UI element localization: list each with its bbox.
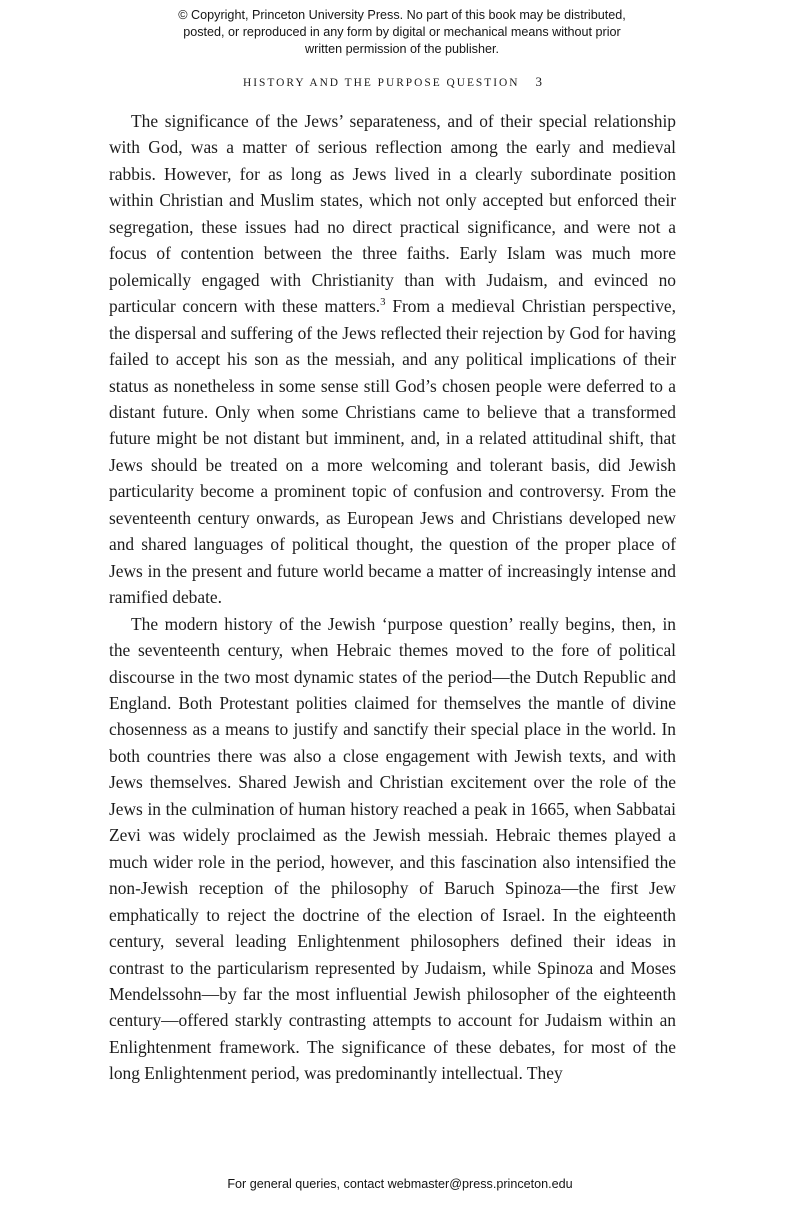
footnote-reference-3[interactable]: 3 bbox=[380, 296, 386, 309]
paragraph-1-text-a: The significance of the Jews’ separateness, and of their special relationship with God, was a matter of serious reflection among the early and medieval rabbis. However, for as long as Jews lived in a clearly subordinate position within Christian and Muslim states, which not only accepted but enforced their segregation, these issues had no direct practical significance, and were not a focus of contention between the three faiths. Early Islam was much more polemically engaged with Christianity than with Judaism, and evinced no particular concern with these matters. bbox=[109, 111, 676, 317]
paragraph-1 bbox=[109, 108, 676, 611]
paragraph-2-text: The modern history of the Jewish ‘purpose question’ really begins, then, in the seventeenth century, when Hebraic themes moved to the fore of political discourse in the two most dynamic states of the period—the Dutch Republic and England. Both Protestant polities claimed for themselves the mantle of divine chosenness as a means to justify and sanctify their special place in the world. In both countries there was also a close engagement with Jewish texts, and with Jews themselves. Shared Jewish and Christian excitement over the role of the Jews in the culmination of human history reached a peak in 1665, when Sabbatai Zevi was widely proclaimed as the Jewish messiah. Hebraic themes played a much wider role in the period, however, and this fascination also intensified the non-Jewish reception of the philosophy of Baruch Spinoza—the first Jew emphatically to reject the doctrine of the election of Israel. In the eighteenth century, several leading Enlightenment philosophers defined their ideas in contrast to the particularism represented by Judaism, while Spinoza and Moses Mendelssohn—by far the most influential Jewish philosopher of the eighteenth century—offered starkly contrasting attempts to account for Judaism within an Enlightenment framework. The significance of these debates, for most of the long Enlightenment period, was predominantly intellectual. They bbox=[109, 613, 676, 1084]
paragraph-1-text-b: From a medieval Christian perspective, the dispersal and suffering of the Jews reflected their rejection by God for having failed to accept his son as the messiah, and any political implications of their status as nonetheless in some sense still God’s chosen people were deferred to a distant future. Only when some Christians came to believe that a transformed future might be not distant but imminent, and, in a related attitudinal shift, that Jews should be treated on a more welcoming and tolerant basis, did Jewish particularity become a prominent topic of confusion and controversy. From the seventeenth century onwards, as European Jews and Christians developed new and shared languages of political thought, the question of the proper place of Jews in the present and future world became a matter of increasingly intense and ramified debate. bbox=[109, 296, 677, 608]
body-text-column bbox=[109, 108, 676, 1087]
copyright-notice: © Copyright, Princeton University Press. No part of this book may be distributed, posted, or reproduced in any form by digital or mechanical means without prior written permission of the publisher. bbox=[178, 8, 626, 57]
page-number: 3 bbox=[535, 74, 542, 89]
page-footer: For general queries, contact webmaster@press.princeton.edu bbox=[227, 1177, 573, 1191]
paragraph-2 bbox=[109, 611, 676, 1087]
running-head-title: HISTORY AND THE PURPOSE QUESTION bbox=[243, 77, 520, 89]
running-head bbox=[109, 74, 676, 91]
